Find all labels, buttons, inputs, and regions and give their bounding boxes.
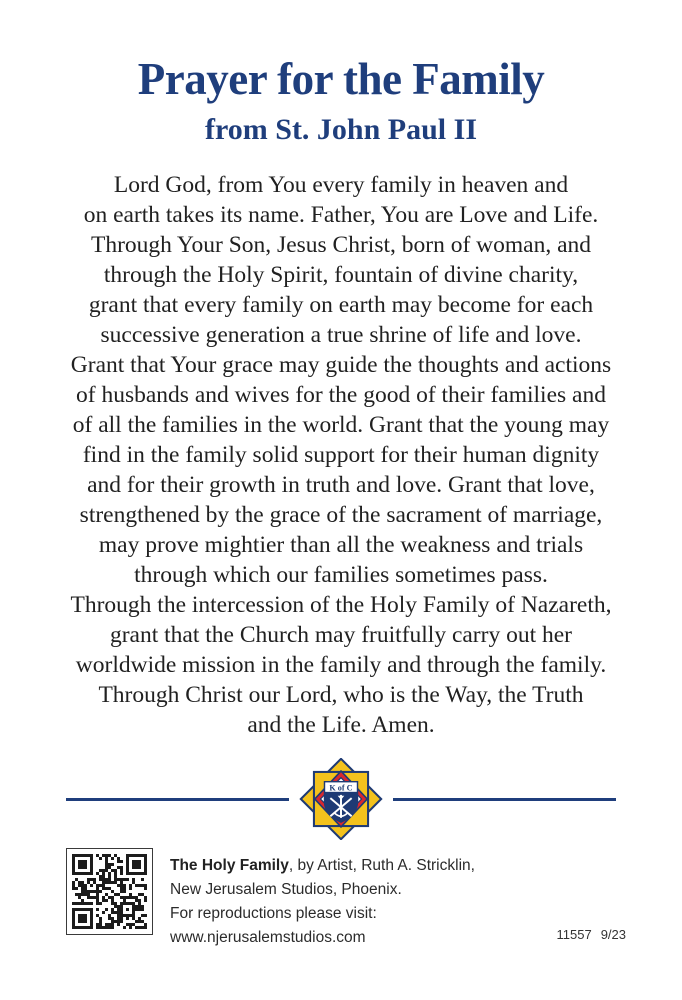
prayer-line: of husbands and wives for the good of their families and (76, 382, 606, 408)
footer (0, 848, 682, 950)
divider-rule-left (66, 798, 289, 801)
page-subtitle: from St. John Paul II (205, 113, 477, 146)
prayer-line: grant that every family on earth may become for each (88, 292, 594, 318)
prayer-line: through the Holy Spirit, fountain of divine charity, (103, 262, 579, 288)
qr-code-pattern (72, 854, 147, 929)
title-block (0, 0, 682, 148)
item-codes (557, 927, 627, 942)
artwork-title: The Holy Family (170, 857, 289, 874)
prayer-line: and the Life. Amen. (247, 712, 435, 738)
item-number: 11557 (556, 927, 592, 942)
prayer-line: may prove mightier than all the weakness and trials (98, 532, 584, 558)
prayer-line: grant that the Church may fruitfully carry out her (109, 622, 572, 648)
prayer-line: successive generation a true shrine of life and love. (100, 322, 582, 348)
prayer-line: through which our families sometimes pass. (134, 562, 548, 588)
prayer-line: Through Christ our Lord, who is the Way, the Truth (98, 682, 584, 708)
emblem-text: K of C (329, 783, 353, 793)
prayer-line: of all the families in the world. Grant that the young may (72, 412, 610, 438)
prayer-line: Through the intercession of the Holy Family of Nazareth, (70, 592, 612, 618)
credit-line-2: New Jerusalem Studios, Phoenix. (170, 881, 402, 898)
divider-rule-right (393, 798, 616, 801)
prayer-line: worldwide mission in the family and through the family. (75, 652, 607, 678)
artwork-byline: , by Artist, Ruth A. Stricklin, (288, 857, 475, 874)
prayer-line: Lord God, from You every family in heaven and (113, 172, 569, 198)
artwork-credits (170, 848, 475, 950)
knights-of-columbus-emblem (297, 758, 385, 840)
prayer-line: on earth takes its name. Father, You are Love and Life. (83, 202, 599, 228)
page-title: Prayer for the Family (137, 54, 545, 104)
qr-code-icon (66, 848, 153, 935)
prayer-text (0, 170, 682, 740)
credit-line-1 (170, 854, 475, 878)
prayer-line: Through Your Son, Jesus Christ, born of woman, and (90, 232, 592, 258)
divider (0, 758, 682, 840)
prayer-line: strengthened by the grace of the sacrament of marriage, (79, 502, 603, 528)
credit-line-3: For reproductions please visit: (170, 905, 377, 922)
date-code: 9/23 (600, 927, 626, 942)
prayer-line: Grant that Your grace may guide the thoughts and actions (70, 352, 612, 378)
prayer-line: find in the family solid support for their human dignity (82, 442, 600, 468)
credit-url: www.njerusalemstudios.com (170, 929, 366, 946)
knights-of-columbus-emblem-graphic (297, 758, 385, 840)
prayer-line: and for their growth in truth and love. Grant that love, (87, 472, 595, 498)
